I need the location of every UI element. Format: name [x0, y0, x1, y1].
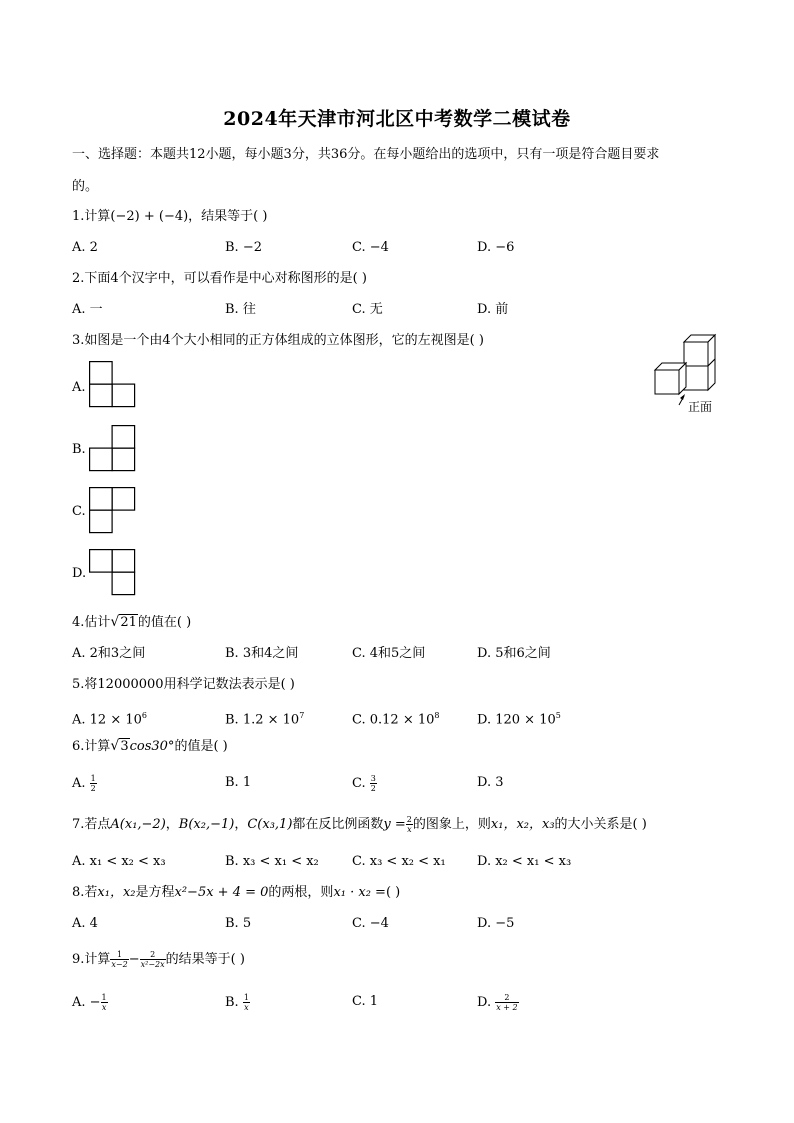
page-title: 2024年天津市河北区中考数学二模试卷 — [223, 108, 571, 130]
question-1: 1.计算(−2) + (−4)，结果等于( ) — [72, 209, 268, 224]
question-8: 8.若x₁，x₂是方程x²−5x + 4 = 0的两根，则x₁ · x₂ =( ) — [72, 885, 401, 900]
q2-option-b: B. 往 — [225, 302, 256, 317]
q4-radicand: 21 — [120, 615, 137, 630]
q3-option-c-figure — [89, 487, 137, 535]
q6-option-d: D. 3 — [477, 775, 504, 790]
q6-option-c: C. $\frac{3}{2}$ — [352, 774, 376, 793]
q5-option-b: B. $1.2 \times 10^7$ — [225, 711, 305, 728]
question-9-options — [72, 993, 722, 1011]
q1-option-a: A. 2 — [72, 240, 98, 255]
question-7: 7.若点A(x₁,−2)，B(x₂,−1)，C(x₃,1)都在反比例函数y = $\frac{2}{x}$ 的图象上，则x₁，x₂，x₃的大小关系是( ) — [72, 815, 647, 834]
q5-option-a: A. $12 \times 10^6$ — [72, 711, 147, 728]
q3-option-a-figure — [89, 361, 137, 409]
q3-front-label: 正面 — [688, 400, 713, 414]
q2-option-a: A. 一 — [72, 302, 103, 317]
q1-option-d: D. −6 — [477, 240, 515, 255]
question-5-options — [72, 707, 722, 728]
q1-option-b: B. −2 — [225, 240, 262, 255]
q4-option-b: B. 3和4之间 — [225, 646, 299, 661]
q8-option-d: D. −5 — [477, 916, 515, 931]
q4-text-pre: 4.估计 — [72, 615, 111, 630]
question-9: 9.计算 $\frac{1}{x-2}$ − $\frac{2}{\text{x²−2x}}$ 的结果等于( ) — [72, 950, 245, 969]
q1-option-c: C. −4 — [352, 240, 389, 255]
section-instructions-line2: 的。 — [72, 179, 99, 194]
q5-option-d: D. $120 \times 10^5$ — [477, 711, 561, 728]
q8-option-b: B. 5 — [225, 916, 252, 931]
question-3: 3.如图是一个由4个大小相同的正方体组成的立体图形，它的左视图是( ) — [72, 333, 484, 348]
question-7-options — [72, 853, 722, 871]
q2-option-d: D. 前 — [477, 302, 509, 317]
section-instructions-line1: 一、选择题：本题共12小题，每小题3分，共36分。在每小题给出的选项中，只有一项是符合题目要求 — [72, 147, 660, 162]
q8-option-a: A. 4 — [72, 916, 98, 931]
q4-option-d: D. 5和6之间 — [477, 646, 551, 661]
q3-option-b-figure — [89, 425, 137, 473]
question-4-options — [72, 645, 722, 663]
q4-text-post: 的值在( ) — [137, 615, 192, 630]
q9-option-b: B. $\frac{1}{x}$ — [225, 993, 249, 1012]
question-2-options — [72, 301, 722, 319]
q9-option-c: C. 1 — [352, 994, 379, 1009]
q7-option-a: A. x₁ < x₂ < x₃ — [72, 854, 166, 869]
question-6: 6.计算√3cos30°的值是( ) — [72, 738, 228, 754]
q9-option-d: D. $\frac{2}{x + 2}$ — [477, 993, 518, 1012]
q9-option-a: A. − $\frac{1}{x}$ — [72, 993, 107, 1012]
q3-option-b-label: B. — [72, 442, 86, 457]
q3-option-c-label: C. — [72, 504, 86, 519]
q6-option-b: B. 1 — [225, 775, 252, 790]
q5-option-c: C. $0.12 \times 10^8$ — [352, 711, 440, 728]
question-5: 5.将12000000用科学记数法表示是( ) — [72, 677, 295, 692]
question-6-options — [72, 774, 722, 792]
q4-option-a: A. 2和3之间 — [72, 646, 146, 661]
question-1-options — [72, 239, 722, 257]
question-8-options — [72, 915, 722, 933]
q4-option-c: C. 4和5之间 — [352, 646, 426, 661]
q8-option-c: C. −4 — [352, 916, 389, 931]
q3-option-d-figure — [89, 549, 137, 597]
q7-option-b: B. x₃ < x₁ < x₂ — [225, 854, 319, 869]
q7-option-c: C. x₃ < x₂ < x₁ — [352, 854, 446, 869]
q3-option-d-label: D. — [72, 566, 87, 581]
q2-option-c: C. 无 — [352, 302, 383, 317]
q3-option-a-label: A. — [72, 380, 86, 395]
q7-option-d: D. x₂ < x₁ < x₃ — [477, 854, 572, 869]
question-4: 4.估计√21的值在( ) — [72, 614, 192, 630]
q6-option-a: A. $\frac{1}{2}$ — [72, 774, 96, 793]
question-2: 2.下面4个汉字中，可以看作是中心对称图形的是( ) — [72, 271, 367, 286]
